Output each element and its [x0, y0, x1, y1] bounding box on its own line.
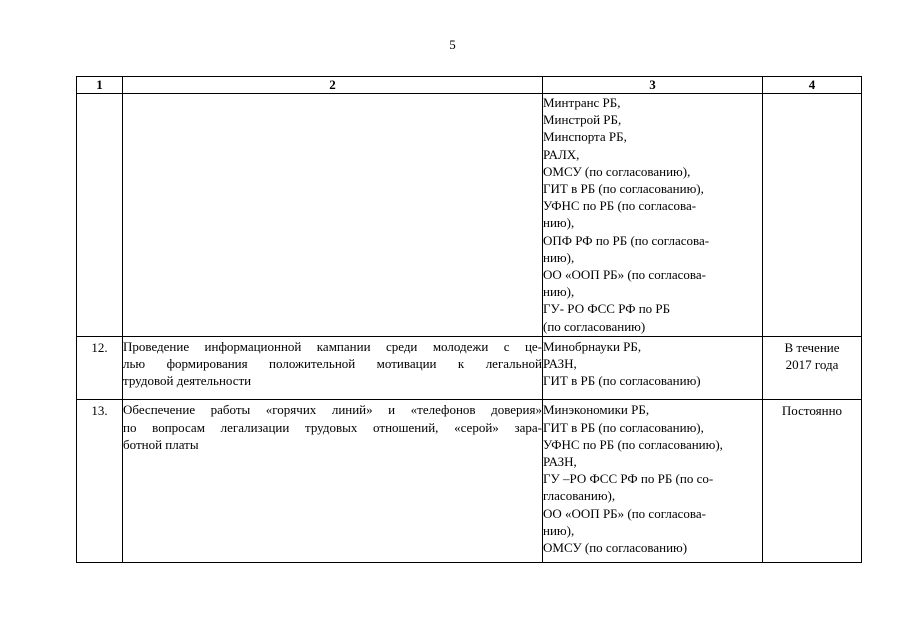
- executor-line: ОО «ООП РБ» (по согласова-: [543, 505, 706, 521]
- task-text-line: трудовой деятельности: [123, 373, 252, 389]
- executor-line: нию),: [543, 284, 575, 300]
- executor-line: Минэкономики РБ,: [543, 402, 650, 418]
- executor-line: РАЗН,: [543, 454, 577, 470]
- row-number: 13.: [91, 403, 108, 419]
- executor-line: Минспорта РБ,: [543, 129, 627, 145]
- task-text-line: Проведение информационной кампании среди молодежи с це-: [123, 338, 542, 354]
- table-row: [77, 400, 862, 563]
- executor-line: ОПФ РФ по РБ (по согласова-: [543, 232, 710, 248]
- executor-line: Минобрнауки РБ,: [543, 338, 642, 354]
- executor-line: УФНС по РБ (по согласова-: [543, 198, 697, 214]
- table-row: [77, 94, 862, 337]
- task-text-line: ботной платы: [123, 436, 199, 452]
- executor-line: ГИТ в РБ (по согласованию): [543, 373, 701, 389]
- executor-line: Минтранс РБ,: [543, 95, 621, 110]
- plan-table: [76, 76, 862, 563]
- task-cell: [123, 400, 543, 563]
- column-header-2: 2: [123, 77, 543, 94]
- executors-cell: [543, 336, 763, 400]
- deadline-line: Постоянно: [781, 403, 843, 419]
- executor-line: гласованию),: [543, 488, 616, 504]
- table-header-row: [77, 77, 862, 94]
- table-row: [77, 336, 862, 400]
- row-number-cell: [77, 336, 123, 400]
- task-cell: [123, 336, 543, 400]
- task-text-line: Обеспечение работы «горячих линий» и «телефонов доверия»: [123, 402, 542, 418]
- executor-line: УФНС по РБ (по согласованию),: [543, 436, 723, 452]
- row-number-cell: [77, 94, 123, 337]
- executor-line: нию),: [543, 215, 575, 231]
- executor-line: нию),: [543, 522, 575, 538]
- executor-line: ГУ- РО ФСС РФ по РБ: [543, 301, 671, 317]
- deadline-line: 2017 года: [785, 357, 839, 373]
- executors-cell: [543, 400, 763, 563]
- executor-line: РАЗН,: [543, 356, 577, 372]
- column-header-1: 1: [77, 77, 123, 94]
- task-text-line: по вопросам легализации трудовых отношений, «серой» зара-: [123, 419, 542, 435]
- deadline-cell: [763, 400, 862, 563]
- executor-line: (по согласованию): [543, 318, 646, 334]
- column-header-4: 4: [763, 77, 862, 94]
- executor-line: нию),: [543, 249, 575, 265]
- executor-line: ОО «ООП РБ» (по согласова-: [543, 267, 706, 283]
- column-header-3: 3: [543, 77, 763, 94]
- deadline-cell: [763, 94, 862, 337]
- table-body: [77, 94, 862, 563]
- task-cell: [123, 94, 543, 337]
- task-text-line: лью формирования положительной мотивации к легальной: [123, 356, 542, 372]
- executor-line: Минстрой РБ,: [543, 112, 622, 128]
- page-number: 5: [449, 37, 456, 52]
- executor-line: ГИТ в РБ (по согласованию),: [543, 419, 704, 435]
- deadline-cell: [763, 336, 862, 400]
- row-number: 12.: [91, 339, 108, 355]
- executors-cell: [543, 94, 763, 337]
- executor-line: ГИТ в РБ (по согласованию),: [543, 181, 704, 197]
- executor-line: ОМСУ (по согласованию): [543, 540, 688, 556]
- deadline-line: В течение: [784, 339, 840, 355]
- row-number-cell: [77, 400, 123, 563]
- executor-line: ГУ –РО ФСС РФ по РБ (по со-: [543, 471, 714, 487]
- executor-line: РАЛХ,: [543, 146, 580, 162]
- executor-line: ОМСУ (по согласованию),: [543, 163, 691, 179]
